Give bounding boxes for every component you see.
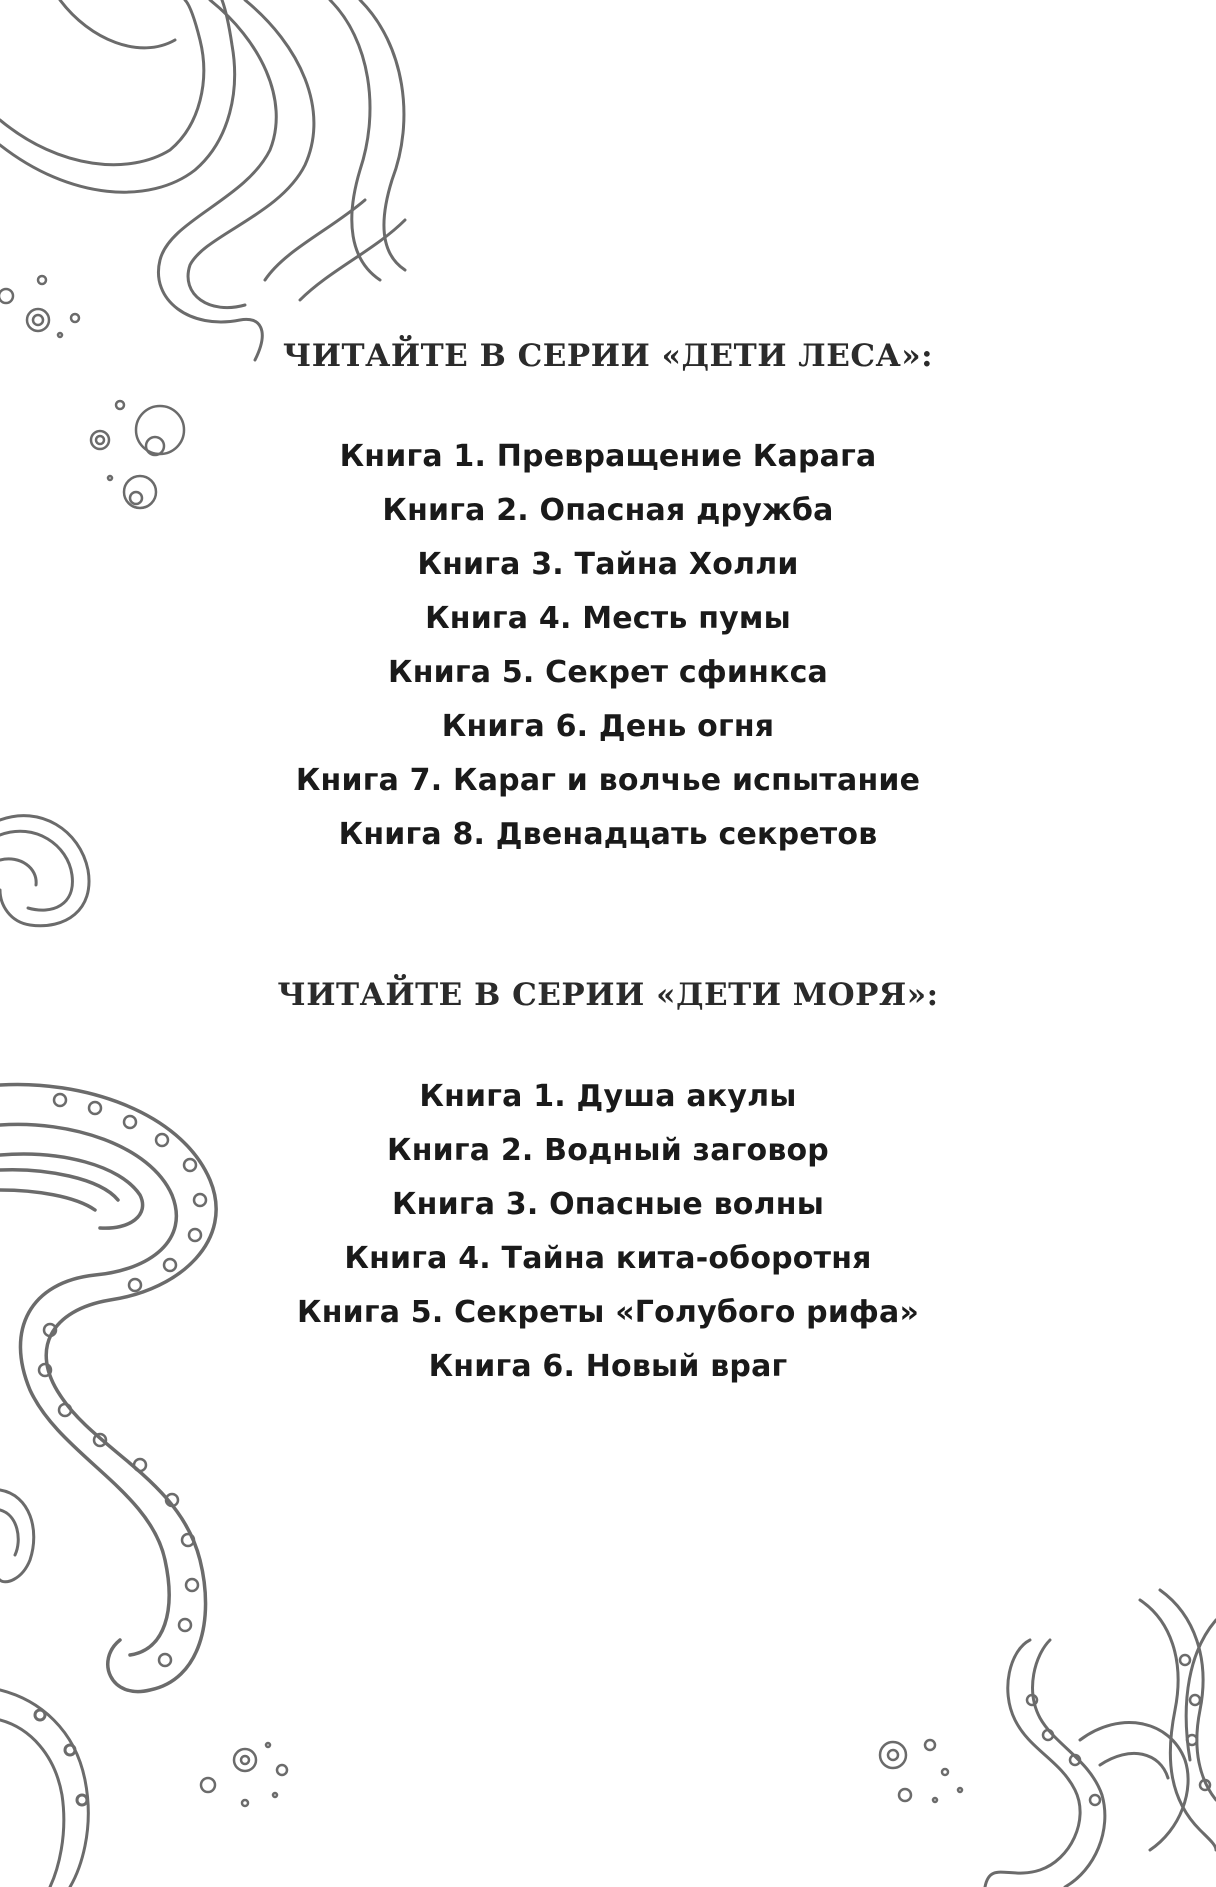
top-left-tentacles xyxy=(0,0,405,360)
book-item: Книга 7. Караг и волчье испытание xyxy=(295,763,921,798)
book-item: Книга 2. Водный заговор xyxy=(386,1133,829,1168)
book-item: Книга 8. Двенадцать секретов xyxy=(338,817,878,852)
book-item: Книга 4. Месть пумы xyxy=(425,601,791,636)
book-item: Книга 5. Секрет сфинкса xyxy=(387,655,828,690)
bottom-right-bubbles xyxy=(880,1740,962,1802)
left-small-tentacles xyxy=(0,1490,88,1887)
book-item: Книга 3. Тайна Холли xyxy=(417,547,799,582)
bottom-right-tentacles xyxy=(985,1590,1216,1887)
book-item: Книга 1. Душа акулы xyxy=(419,1079,797,1114)
book-list-forest xyxy=(0,430,1216,862)
bottom-left-bubbles xyxy=(201,1743,287,1806)
book-item: Книга 2. Опасная дружба xyxy=(382,493,834,528)
book-item: Книга 1. Превращение Карага xyxy=(339,439,877,474)
series-heading-forest: ЧИТАЙТЕ В СЕРИИ «ДЕТИ ЛЕСА»: xyxy=(282,338,934,374)
bottom-right-suckers xyxy=(1027,1655,1210,1805)
book-item: Книга 6. День огня xyxy=(441,709,775,744)
book-item: Книга 5. Секреты «Голубого рифа» xyxy=(296,1295,920,1330)
series-heading-sea: ЧИТАЙТЕ В СЕРИИ «ДЕТИ МОРЯ»: xyxy=(277,977,939,1013)
book-item: Книга 3. Опасные волны xyxy=(391,1187,825,1222)
book-item: Книга 6. Новый враг xyxy=(428,1349,788,1384)
book-item: Книга 4. Тайна кита-оборотня xyxy=(344,1241,872,1276)
book-list-sea xyxy=(0,1070,1216,1394)
